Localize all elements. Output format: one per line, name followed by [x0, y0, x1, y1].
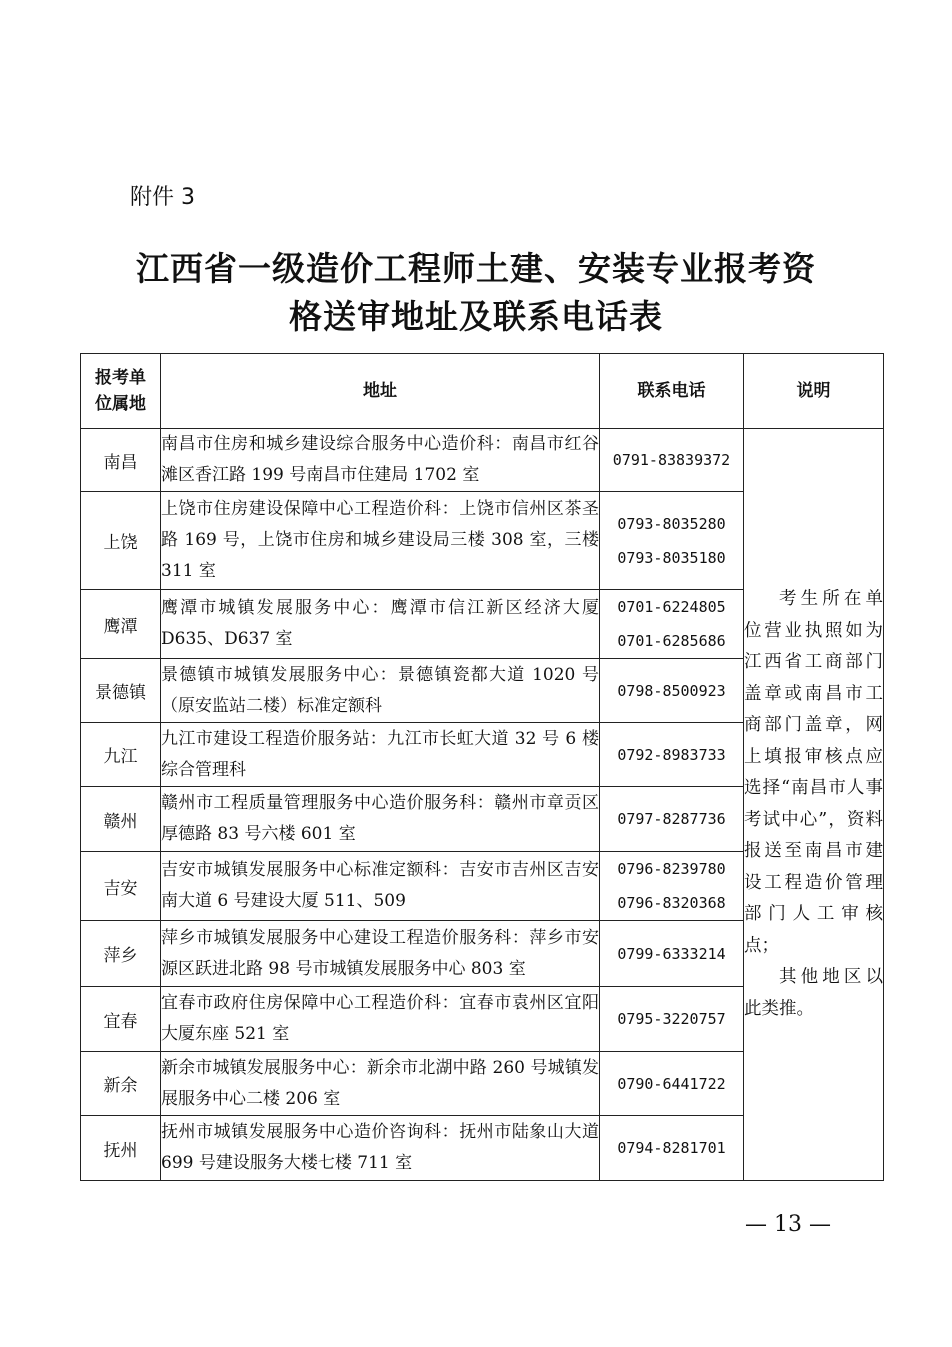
phone-number: 0790-6441722 — [617, 1074, 726, 1093]
contact-table — [80, 353, 884, 1181]
cell-phone — [600, 921, 744, 987]
cell-city: 景德镇 — [81, 659, 161, 723]
cell-city: 吉安 — [81, 852, 161, 921]
cell-phone — [600, 659, 744, 723]
cell-city: 抚州 — [81, 1116, 161, 1181]
cell-phone — [600, 492, 744, 590]
cell-city: 赣州 — [81, 787, 161, 852]
cell-phone — [600, 987, 744, 1052]
header-unit: 报考单位属地 — [81, 354, 161, 429]
phone-number: 0701-6224805 — [617, 598, 726, 616]
cell-address: 萍乡市城镇发展服务中心建设工程造价服务科：萍乡市安源区跃进北路 98 号市城镇发展服务中心 803 室 — [161, 921, 600, 987]
phone-number: 0796-8320368 — [617, 894, 726, 912]
phone-number: 0793-8035180 — [617, 548, 726, 567]
phone-number: 0792-8983733 — [617, 745, 726, 764]
cell-phone — [600, 1052, 744, 1116]
cell-phone — [600, 429, 744, 492]
cell-address: 上饶市住房建设保障中心工程造价科：上饶市信州区茶圣路 169 号，上饶市住房和城乡建设局三楼 308 室，三楼 311 室 — [161, 492, 600, 590]
table-row — [81, 429, 884, 492]
cell-address: 吉安市城镇发展服务中心标准定额科：吉安市吉州区吉安南大道 6 号建设大厦 511、509 — [161, 852, 600, 921]
cell-phone — [600, 1116, 744, 1181]
cell-phone — [600, 787, 744, 852]
phone-number: 0799-6333214 — [617, 944, 726, 963]
cell-city: 鹰潭 — [81, 590, 161, 659]
phone-number: 0701-6285686 — [617, 632, 726, 650]
table-body — [81, 429, 884, 1181]
phone-number: 0793-8035280 — [617, 514, 726, 533]
header-note: 说明 — [744, 354, 884, 429]
header-phone: 联系电话 — [600, 354, 744, 429]
cell-city: 新余 — [81, 1052, 161, 1116]
cell-address: 新余市城镇发展服务中心：新余市北湖中路 260 号城镇发展服务中心二楼 206 室 — [161, 1052, 600, 1116]
phone-number: 0798-8500923 — [617, 681, 726, 700]
cell-note — [744, 429, 884, 1181]
cell-address: 鹰潭市城镇发展服务中心：鹰潭市信江新区经济大厦 D635、D637 室 — [161, 590, 600, 659]
page-number: — 13 — — [745, 1212, 831, 1237]
cell-city: 上饶 — [81, 492, 161, 590]
table-header-row — [81, 354, 884, 429]
attachment-label: 附件 3 — [130, 185, 195, 210]
cell-city: 九江 — [81, 723, 161, 787]
cell-phone — [600, 590, 744, 659]
cell-address: 宜春市政府住房保障中心工程造价科：宜春市袁州区宜阳大厦东座 521 室 — [161, 987, 600, 1052]
cell-address: 南昌市住房和城乡建设综合服务中心造价科：南昌市红谷滩区香江路 199 号南昌市住建局 1702 室 — [161, 429, 600, 492]
cell-city: 萍乡 — [81, 921, 161, 987]
cell-phone — [600, 723, 744, 787]
page-title-line-1: 江西省一级造价工程师土建、安装专业报考资 — [136, 249, 816, 288]
phone-number: 0797-8287736 — [617, 810, 726, 828]
cell-address: 赣州市工程质量管理服务中心造价服务科：赣州市章贡区厚德路 83 号六楼 601 室 — [161, 787, 600, 852]
phone-number: 0794-8281701 — [617, 1139, 726, 1157]
header-address: 地址 — [161, 354, 600, 429]
page-title-line-2: 格送审地址及联系电话表 — [289, 297, 663, 336]
note-paragraph-1: 考生所在单位营业执照如为江西省工商部门盖章或南昌市工商部门盖章，网上填报审核点应选择“南昌市人事考试中心”，资料报送至南昌市建设工程造价管理部门人工审核点； — [744, 589, 883, 956]
phone-number: 0796-8239780 — [617, 860, 726, 878]
cell-phone — [600, 852, 744, 921]
cell-address: 九江市建设工程造价服务站：九江市长虹大道 32 号 6 楼综合管理科 — [161, 723, 600, 787]
cell-city: 南昌 — [81, 429, 161, 492]
cell-address: 抚州市城镇发展服务中心造价咨询科：抚州市陆象山大道 699 号建设服务大楼七楼 711 室 — [161, 1116, 600, 1181]
cell-city: 宜春 — [81, 987, 161, 1052]
note-paragraph-2: 其他地区以此类推。 — [744, 967, 883, 1019]
cell-address: 景德镇市城镇发展服务中心：景德镇瓷都大道 1020 号（原安监站二楼）标准定额科 — [161, 659, 600, 723]
phone-number: 0791-83839372 — [612, 451, 731, 469]
phone-number: 0795-3220757 — [617, 1010, 726, 1028]
